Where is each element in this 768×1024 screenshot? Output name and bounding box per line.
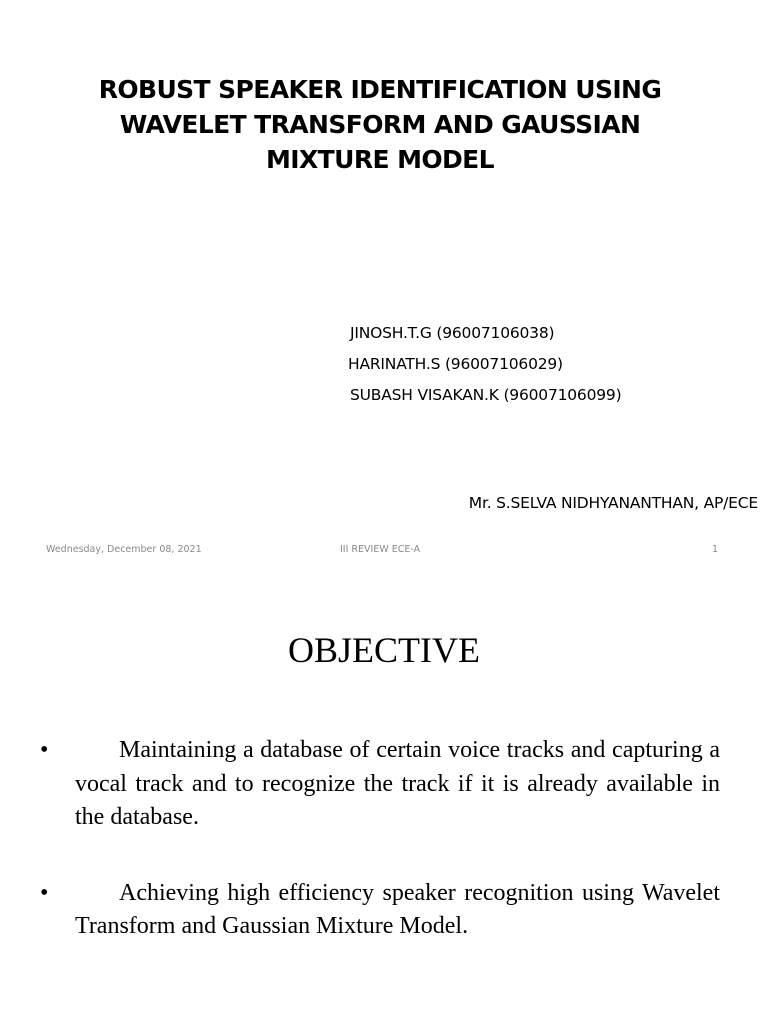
author-list: [346, 318, 621, 411]
footer-date: Wednesday, December 08, 2021: [46, 544, 202, 555]
footer-page-number: 1: [712, 544, 719, 555]
title-line: MIXTURE MODEL: [266, 145, 494, 174]
author-name: JINOSH.T.G (96007106038): [350, 324, 555, 342]
presentation-title: [40, 72, 720, 177]
bullet-text: Achieving high efficiency speaker recognition using Wavelet Transform and Gaussian Mixture Model.: [75, 879, 720, 939]
guide-name: Mr. S.SELVA NIDHYANANTHAN, AP/ECE: [468, 494, 758, 512]
objective-bullet-list: [0, 734, 768, 986]
objective-heading: OBJECTIVE: [288, 630, 480, 670]
bullet-text: Maintaining a database of certain voice tracks and capturing a vocal track and to recognize the track if it is already available in the database.: [75, 737, 720, 830]
footer-review-label: III REVIEW ECE-A: [340, 544, 421, 555]
title-line: WAVELET TRANSFORM AND GAUSSIAN: [119, 110, 641, 139]
objective-slide: [0, 580, 768, 1024]
bullet-icon: •: [40, 879, 49, 906]
bullet-item: [0, 734, 720, 835]
bullet-item: [0, 877, 720, 944]
title-line: ROBUST SPEAKER IDENTIFICATION USING: [98, 75, 662, 104]
bullet-icon: •: [40, 737, 49, 763]
author-name: HARINATH.S (96007106029): [348, 355, 563, 373]
author-name: SUBASH VISAKAN.K (96007106099): [350, 386, 622, 404]
